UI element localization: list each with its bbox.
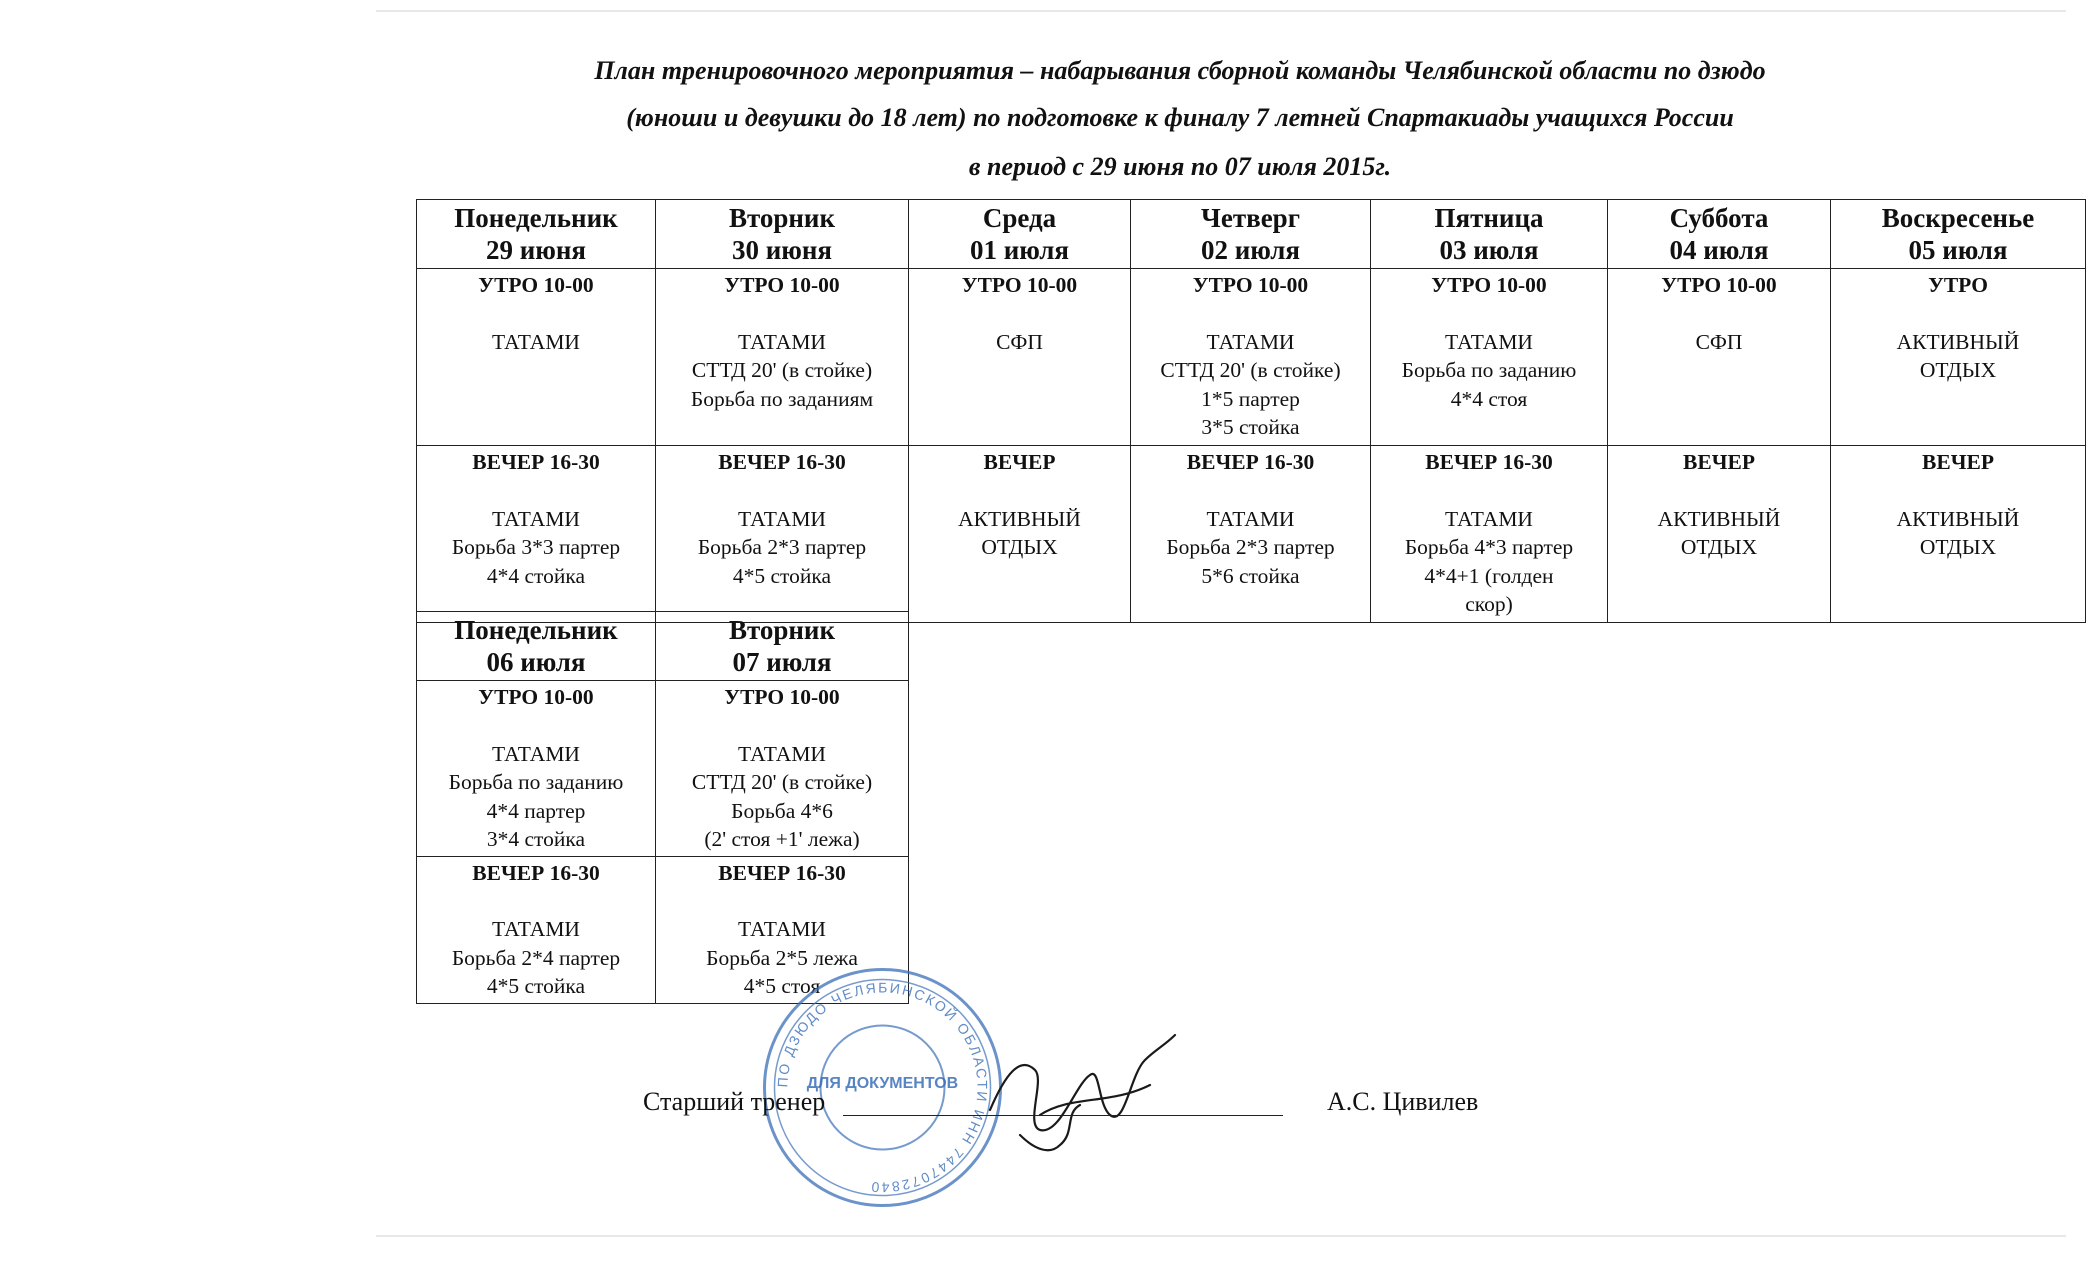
day-name: Воскресенье [1881, 203, 2035, 233]
session-time: УТРО 10-00 [478, 273, 594, 297]
schedule-table-week-1 [416, 199, 2086, 623]
session-detail: ТАТАМИ [492, 741, 580, 766]
session-time: ВЕЧЕР [983, 450, 1056, 474]
day-header [417, 200, 656, 269]
session-detail: Борьба 2*3 партер [697, 535, 867, 559]
session-detail: 4*5 стоя [743, 974, 821, 998]
session-detail: 4*4 стойка [486, 563, 586, 588]
stamp-center-text: ДЛЯ ДОКУМЕНТОВ [806, 1075, 959, 1092]
day-date: 06 июля [486, 647, 586, 677]
morning-session-cell [1131, 269, 1371, 446]
session-time: ВЕЧЕР 16-30 [718, 860, 846, 885]
session-detail: Борьба по заданию [1401, 358, 1577, 382]
session-time: ВЕЧЕР [1683, 450, 1755, 474]
session-detail: скор) [1465, 592, 1513, 616]
session-detail: ТАТАМИ [492, 329, 580, 354]
evening-session-cell [1371, 446, 1608, 623]
session-detail: ТАТАМИ [1445, 506, 1533, 531]
session-detail: ОТДЫХ [981, 535, 1058, 559]
day-date: 05 июля [1908, 235, 2008, 265]
session-detail: Борьба 3*3 партер [451, 535, 621, 559]
session-detail: ТАТАМИ [738, 329, 826, 354]
day-date: 07 июля [732, 647, 832, 677]
session-time: ВЕЧЕР 16-30 [1425, 450, 1553, 474]
day-header-row [417, 612, 909, 681]
session-detail: СТТД 20' (в стойке) [691, 770, 873, 794]
session-time: УТРО 10-00 [1661, 273, 1777, 297]
session-time: ВЕЧЕР 16-30 [472, 450, 600, 474]
morning-row [417, 681, 909, 857]
day-name: Вторник [728, 203, 836, 233]
session-detail: Борьба 4*6 [731, 798, 833, 823]
session-detail: АКТИВНЫЙ [1657, 506, 1781, 531]
signature-line [843, 1115, 1283, 1116]
session-detail: ТАТАМИ [1206, 329, 1295, 354]
evening-session-cell [909, 446, 1131, 623]
day-header [1608, 200, 1831, 269]
day-header [656, 200, 909, 269]
session-detail: ТАТАМИ [1445, 329, 1533, 354]
session-time: УТРО 10-00 [478, 685, 594, 709]
session-detail: 4*4 партер [486, 798, 586, 823]
document-title-line-2: (юноши и девушки до 18 лет) по подготовке к финалу 7 летней Спартакиады учащихся России [626, 103, 1734, 132]
evening-session-cell [1608, 446, 1831, 623]
day-header [656, 612, 909, 681]
morning-session-cell [656, 269, 909, 446]
day-name: Понедельник [454, 203, 618, 233]
morning-row [417, 269, 2086, 446]
day-date: 04 июля [1669, 235, 1769, 265]
session-detail: Борьба по заданиям [690, 386, 874, 411]
session-time: ВЕЧЕР 16-30 [472, 860, 600, 885]
session-detail: СФП [996, 329, 1043, 354]
day-name: Понедельник [454, 615, 618, 645]
morning-session-cell [656, 681, 909, 857]
morning-session-cell [1831, 269, 2086, 446]
session-detail: ТАТАМИ [738, 506, 826, 531]
session-detail: ТАТАМИ [492, 917, 580, 941]
evening-session-cell [417, 856, 656, 1003]
session-detail: АКТИВНЫЙ [1896, 506, 2020, 531]
day-header-row [417, 200, 2086, 269]
document-title-line-1: План тренировочного мероприятия – набарывания сборной команды Челябинской области по дзюдо [594, 56, 1766, 85]
session-time: ВЕЧЕР 16-30 [718, 450, 846, 474]
session-detail: Борьба 2*3 партер [1166, 535, 1335, 559]
session-time: УТРО 10-00 [724, 273, 840, 297]
session-detail: 4*4 стоя [1450, 386, 1528, 411]
session-detail: ОТДЫХ [1919, 358, 1997, 382]
evening-session-cell [1131, 446, 1371, 623]
session-detail: Борьба 2*5 лежа [706, 945, 858, 970]
session-detail: (2' стоя +1' лежа) [704, 827, 860, 851]
morning-session-cell [1608, 269, 1831, 446]
session-detail: ОТДЫХ [1919, 535, 1997, 559]
evening-row [417, 446, 2086, 623]
session-detail: ТАТАМИ [738, 917, 826, 941]
session-detail: 3*5 стойка [1201, 415, 1300, 439]
session-detail: Борьба 4*3 партер [1404, 535, 1574, 559]
evening-session-cell [417, 446, 656, 623]
morning-session-cell [909, 269, 1131, 446]
session-detail: АКТИВНЫЙ [958, 506, 1081, 531]
day-name: Пятница [1434, 203, 1544, 233]
session-time: УТРО 10-00 [1431, 273, 1547, 297]
session-detail: ТАТАМИ [738, 741, 826, 766]
morning-session-cell [417, 681, 656, 857]
scan-edge-top [376, 10, 2066, 12]
day-date: 01 июля [969, 235, 1070, 265]
session-detail: ТАТАМИ [492, 506, 580, 531]
day-name: Суббота [1669, 203, 1769, 233]
stamp-ring-text: ПО ДЗЮДО ЧЕЛЯБИНСКОЙ ОБЛАСТИ ИНН 7447072840 [774, 979, 991, 1196]
day-header [1371, 200, 1608, 269]
day-date: 29 июня [485, 235, 587, 265]
morning-session-cell [1371, 269, 1608, 446]
day-name: Среда [982, 203, 1057, 233]
session-time: УТРО 10-00 [724, 685, 840, 709]
session-time: УТРО 10-00 [961, 273, 1078, 297]
session-time: УТРО 10-00 [1192, 273, 1309, 297]
day-header [909, 200, 1131, 269]
session-detail: 3*4 стойка [486, 827, 586, 851]
session-detail: 4*5 стойка [732, 563, 832, 588]
session-detail: СТТД 20' (в стойке) [691, 358, 873, 382]
document-title-line-3: в период с 29 июня по 07 июля 2015г. [968, 152, 1392, 181]
day-name: Вторник [728, 615, 836, 645]
day-date: 02 июля [1200, 235, 1301, 265]
session-detail: Борьба 2*4 партер [451, 945, 621, 970]
session-time: ВЕЧЕР 16-30 [1186, 450, 1315, 474]
signer-name: А.С. Цивилев [1327, 1087, 1479, 1116]
handwritten-signature [980, 1015, 1200, 1165]
session-time: УТРО [1928, 273, 1988, 297]
session-detail: 1*5 партер [1201, 386, 1300, 411]
schedule-table-week-2 [416, 611, 909, 1004]
signer-role: Старший тренер [643, 1087, 826, 1116]
scan-edge-bottom [376, 1235, 2066, 1237]
day-header [1131, 200, 1371, 269]
day-name: Четверг [1201, 203, 1300, 233]
day-date: 03 июля [1439, 235, 1539, 265]
evening-session-cell [1831, 446, 2086, 623]
evening-session-cell [656, 446, 909, 623]
session-detail: 4*5 стойка [486, 974, 586, 998]
session-time: ВЕЧЕР [1922, 450, 1994, 474]
session-detail: 4*4+1 (голден [1424, 563, 1554, 588]
session-detail: СТТД 20' (в стойке) [1160, 358, 1341, 382]
morning-session-cell [417, 269, 656, 446]
session-detail: ОТДЫХ [1680, 535, 1758, 559]
day-date: 30 июня [731, 235, 833, 265]
session-detail: 5*6 стойка [1201, 563, 1300, 588]
session-detail: СФП [1695, 329, 1743, 354]
day-header [1831, 200, 2086, 269]
day-header [417, 612, 656, 681]
session-detail: АКТИВНЫЙ [1896, 329, 2020, 354]
session-detail: ТАТАМИ [1206, 506, 1295, 531]
session-detail: Борьба по заданию [448, 770, 624, 794]
